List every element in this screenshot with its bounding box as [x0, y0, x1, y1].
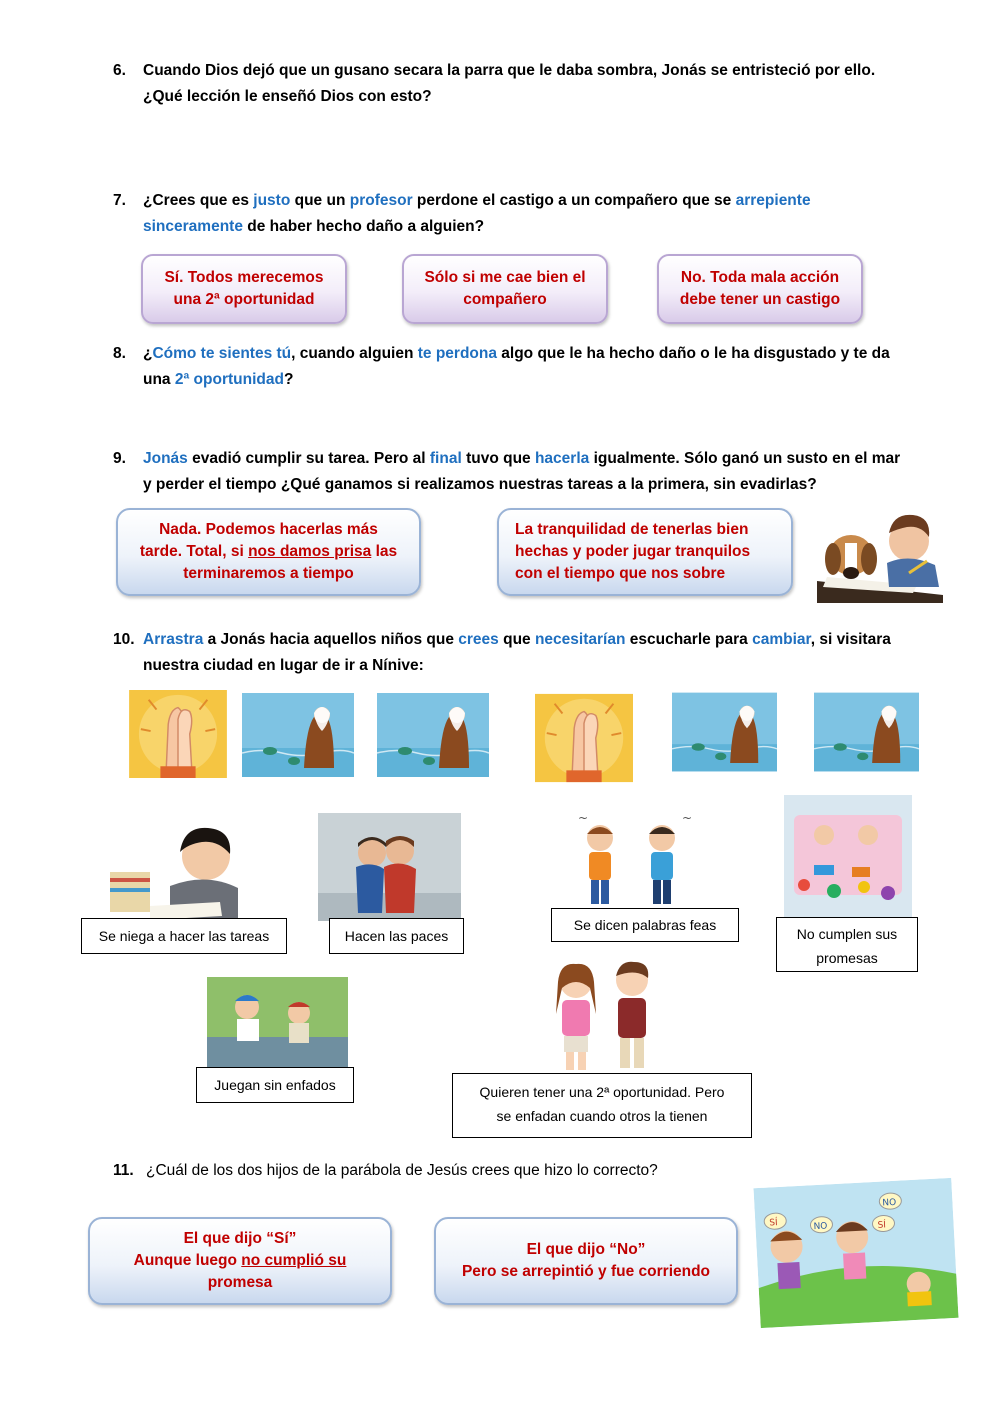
label-text: Se niega a hacer las tareas: [98, 928, 270, 944]
keyword: te perdona: [417, 345, 497, 362]
label-broken-promises[interactable]: [776, 917, 918, 972]
option-line: tarde. Total, si: [139, 543, 249, 560]
answer-option-no-punishment[interactable]: [657, 254, 863, 324]
jonah-tile[interactable]: [672, 692, 777, 772]
text-segment: a Jonás hacia aquellos niños que: [203, 631, 459, 648]
svg-text:~: ~: [682, 811, 693, 825]
text-segment: ¿: [143, 345, 153, 362]
messy-bedroom-image: [784, 795, 912, 919]
text-segment: perdone el castigo a un compañero que se: [412, 192, 736, 209]
two-kids-image: [546, 958, 664, 1072]
text-segment: , si visitara: [810, 631, 891, 648]
keyword: sinceramente: [143, 218, 243, 235]
keyword: hacerla: [534, 450, 590, 467]
speech-bubble-text: SÍ: [769, 1218, 778, 1229]
answer-option-tranquility[interactable]: [497, 508, 793, 596]
option-line: las: [371, 543, 398, 560]
keyword: final: [429, 450, 462, 467]
label-text: Quieren tener una 2ª oportunidad. Pero: [479, 1084, 725, 1100]
kids-playing-image: [207, 977, 348, 1069]
boy-refusing-homework-image: [110, 816, 238, 920]
question-number: 7.: [113, 192, 126, 209]
label-make-peace[interactable]: [329, 918, 464, 954]
kids-arguing-image: [570, 808, 710, 908]
answer-option-said-no[interactable]: [434, 1217, 738, 1305]
option-line: El que dijo “Sí”: [183, 1230, 297, 1247]
jonah-tile[interactable]: [377, 692, 489, 778]
option-line: No. Toda mala acción: [680, 269, 840, 286]
text-segment: tuvo que: [461, 450, 535, 467]
question-text-line2: nuestra ciudad en lugar de ir a Nínive:: [143, 657, 424, 674]
text-segment: una: [143, 371, 175, 388]
answer-option-said-yes[interactable]: [88, 1217, 392, 1305]
answer-option-only-if-friend[interactable]: [402, 254, 608, 324]
option-line: Aunque luego: [133, 1252, 242, 1269]
question-8: [113, 341, 933, 393]
option-line: una 2ª oportunidad: [173, 291, 315, 308]
option-line: hechas y poder jugar tranquilos: [515, 543, 751, 560]
label-bad-words[interactable]: [551, 908, 739, 942]
text-segment: ¿Crees que es: [143, 192, 254, 209]
clapping-hands-tile[interactable]: [535, 689, 633, 787]
keyword: Jonás: [143, 450, 188, 467]
label-text: promesas: [816, 950, 878, 966]
label-text: No cumplen sus: [796, 926, 898, 942]
option-line: La tranquilidad de tenerlas bien: [515, 521, 749, 538]
clapping-hands-tile[interactable]: [128, 690, 228, 778]
keyword: cambiar: [752, 631, 811, 648]
option-line: Pero se arrepintió y fue corriendo: [461, 1263, 711, 1280]
text-segment: ?: [283, 371, 294, 388]
speech-bubble-text: NO: [882, 1197, 897, 1209]
keyword: justo: [253, 192, 291, 209]
question-number: 11.: [113, 1162, 134, 1179]
label-text: Se dicen palabras feas: [573, 917, 717, 933]
question-6: [113, 58, 933, 110]
option-line: promesa: [207, 1274, 273, 1291]
keyword: necesitarían: [534, 631, 626, 648]
label-text: Hacen las paces: [344, 928, 449, 944]
option-underlined: no cumplió su: [241, 1252, 347, 1269]
question-11: [113, 1158, 933, 1184]
text-segment: algo que le ha hecho daño o le ha disgustado y te da: [496, 345, 890, 362]
question-text: Cuando Dios dejó que un gusano secara la parra que le daba sombra, Jonás se entristeció por ello.: [143, 62, 876, 79]
speech-bubble-text: SÍ: [877, 1220, 887, 1231]
label-text: se enfadan cuando otros la tienen: [496, 1108, 708, 1124]
option-line: Nada. Podemos hacerlas más: [159, 521, 378, 538]
label-refuses-homework[interactable]: [81, 918, 287, 954]
kids-hugging-image: [318, 813, 461, 921]
question-number: 10.: [113, 631, 135, 648]
speech-bubble-text: NO: [813, 1221, 828, 1233]
option-underlined: nos damos prisa: [248, 543, 372, 560]
text-segment: que un: [290, 192, 350, 209]
keyword: Arrastra: [143, 631, 204, 648]
keyword: crees: [458, 631, 499, 648]
label-text: Juegan sin enfados: [214, 1077, 336, 1093]
text-segment: de haber hecho daño a alguien?: [242, 218, 485, 235]
option-line: compañero: [463, 291, 547, 308]
label-second-chance[interactable]: [452, 1073, 752, 1138]
question-7: [113, 188, 933, 240]
jonah-tile[interactable]: [814, 692, 919, 772]
question-number: 9.: [113, 450, 126, 467]
answer-option-yes-second-chance[interactable]: [141, 254, 347, 324]
question-text: ¿Cuál de los dos hijos de la parábola de Jesús crees que hizo lo correcto?: [146, 1162, 658, 1179]
jonah-tile[interactable]: [242, 692, 354, 778]
option-line: Sí. Todos merecemos: [164, 269, 324, 286]
text-segment: igualmente. Sólo ganó un susto en el mar: [589, 450, 901, 467]
label-play-without-anger[interactable]: [196, 1067, 354, 1103]
answer-option-nothing-later[interactable]: [116, 508, 421, 596]
question-text-line2: y perder el tiempo ¿Qué ganamos si realizamos nuestras tareas a la primera, sin evadirlas?: [143, 476, 817, 493]
text-segment: que: [498, 631, 535, 648]
parable-illustration-image: [753, 1178, 958, 1328]
text-segment: , cuando alguien: [291, 345, 418, 362]
question-10: [113, 627, 933, 679]
question-9: [113, 446, 933, 498]
option-line: Sólo si me cae bien el: [424, 269, 586, 286]
option-line: El que dijo “No”: [526, 1241, 646, 1258]
question-number: 8.: [113, 345, 126, 362]
option-line: terminaremos a tiempo: [183, 565, 354, 582]
text-segment: escucharle para: [625, 631, 753, 648]
boy-with-dog-image: [817, 503, 943, 603]
option-line: debe tener un castigo: [679, 291, 841, 308]
text-segment: evadió cumplir su tarea. Pero al: [187, 450, 430, 467]
svg-text:~: ~: [578, 811, 589, 825]
question-text-line2: ¿Qué lección le enseñó Dios con esto?: [143, 88, 432, 105]
keyword: profesor: [349, 192, 413, 209]
option-line: con el tiempo que nos sobre: [515, 565, 726, 582]
keyword: arrepiente: [735, 192, 811, 209]
keyword: Cómo te sientes tú: [152, 345, 292, 362]
question-number: 6.: [113, 62, 126, 79]
keyword: 2ª oportunidad: [174, 371, 284, 388]
